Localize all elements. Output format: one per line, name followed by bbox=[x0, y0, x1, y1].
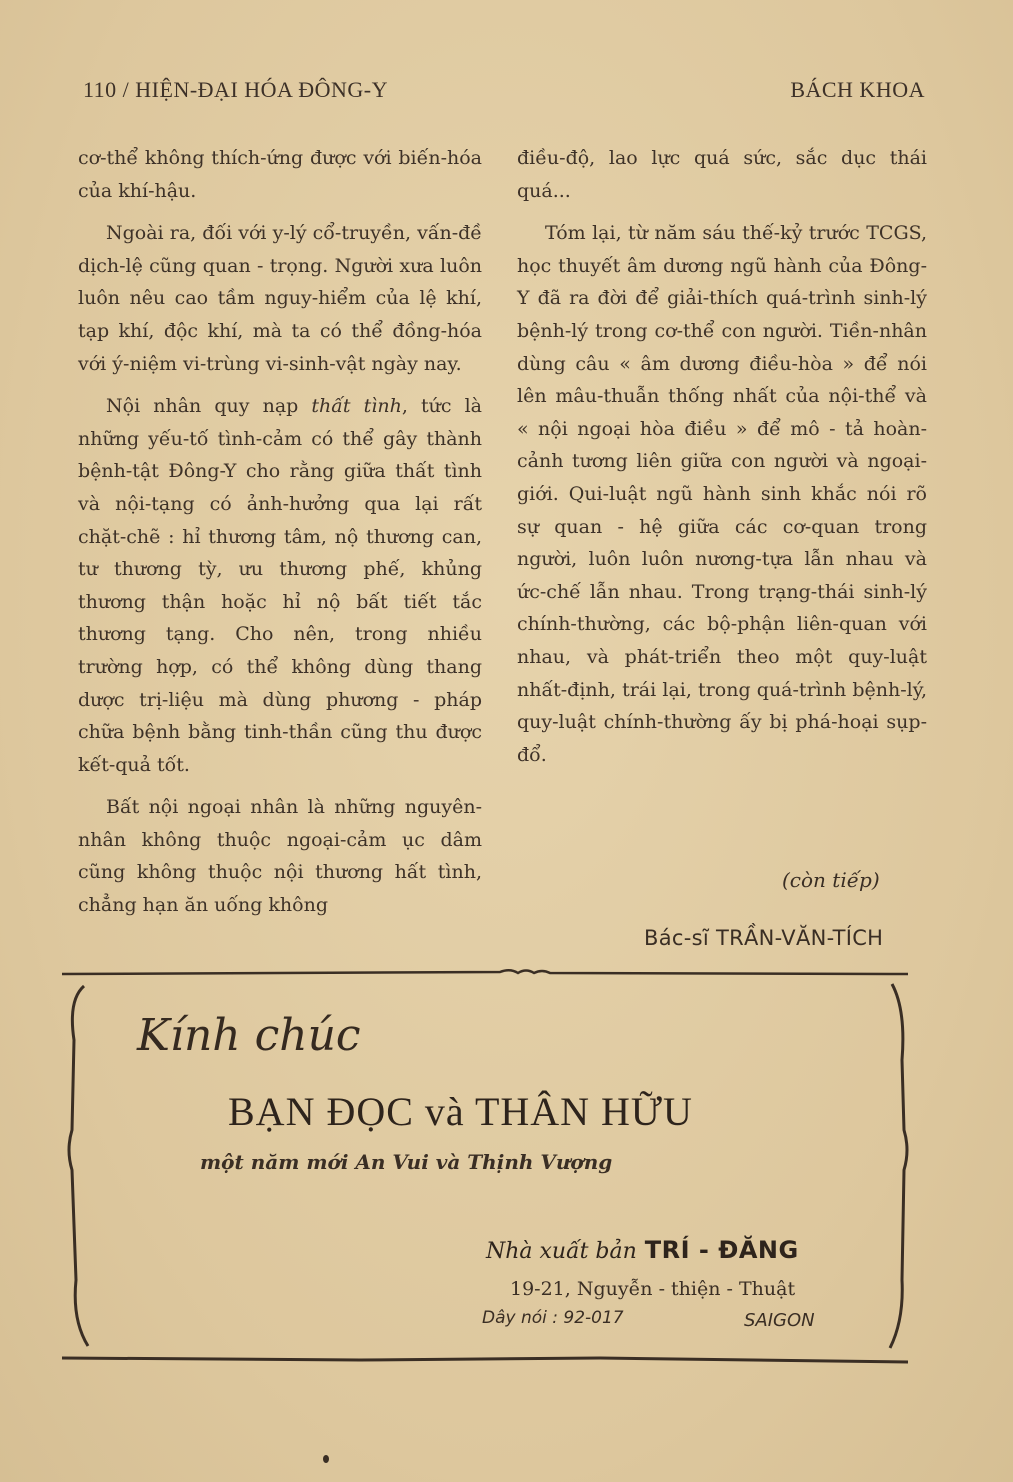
paragraph: Nội nhân quy nạp thất tình, tức là những yếu-tố tình-cảm có thể gây thành bệnh-tật Đông-Y cho rằng giữa thất tình và nội-tạng có ảnh-hưởng qua lại rất chặt-chẽ : hỉ thương tâm, nộ thương can, tư thương tỳ, ưu thương phế, khủng thương thận hoặc hỉ nộ bất tiết tắc thương tạng. Cho nên, trong nhiều trường hợp, có thể không dùng thang dược trị-liệu mà dùng phương - pháp chữa bệnh bằng tinh-thần cũng thu được kết-quả tốt. bbox=[78, 395, 482, 776]
paragraph: điều-độ, lao lực quá sức, sắc dục thái quá... bbox=[517, 147, 927, 202]
left-column bbox=[78, 142, 482, 922]
advertisement-box bbox=[62, 980, 914, 1352]
publisher-city: SAIGON bbox=[744, 1310, 815, 1331]
publisher-line bbox=[486, 1236, 799, 1264]
left-bracket bbox=[62, 980, 92, 1352]
running-header bbox=[83, 72, 925, 108]
ad-subline: một năm mới An Vui và Thịnh Vượng bbox=[200, 1150, 613, 1174]
author-signature: Bác-sĩ TRẦN-VĂN-TÍCH bbox=[644, 926, 884, 950]
emphasis: thất tình bbox=[311, 395, 402, 418]
publisher-address: 19-21, Nguyễn - thiện - Thuật bbox=[510, 1278, 796, 1300]
greeting-script: Kính chúc bbox=[137, 1010, 361, 1061]
paragraph: Bất nội ngoại nhân là những nguyên-nhân không thuộc ngoại-cảm ục dâm cũng không thuộc nội thương hất tình, chẳng hạn ăn uống không bbox=[78, 796, 482, 917]
page-mark bbox=[323, 1455, 329, 1463]
publisher-phone: Dây nói : 92-017 bbox=[482, 1308, 624, 1328]
decorative-rule-bottom bbox=[60, 1350, 912, 1370]
header-magazine-name: BÁCH KHOA bbox=[790, 77, 925, 102]
publisher-label: Nhà xuất bản bbox=[486, 1239, 637, 1264]
right-column bbox=[517, 142, 927, 771]
publisher-name: TRÍ - ĐĂNG bbox=[644, 1236, 799, 1264]
header-page-title: 110 / HIỆN-ĐẠI HÓA ĐÔNG-Y bbox=[83, 77, 388, 102]
paragraph: cơ-thể không thích-ứng được với biến-hóa của khí-hậu. bbox=[78, 147, 482, 202]
continued-note: (còn tiếp) bbox=[782, 868, 880, 892]
paragraph: Tóm lại, từ năm sáu thế-kỷ trước TCGS, học thuyết âm dương ngũ hành của Đông-Y đã ra đời để giải-thích quá-trình sinh-lý bệnh-lý trong cơ-thể con người. Tiền-nhân dùng câu « âm dương điều-hòa » để nói lên mâu-thuẫn thống nhất của nội-thể và « nội ngoại hòa điều » để mô - tả hoàn-cảnh tương liên giữa con người và ngoại-giới. Qui-luật ngũ hành sinh khắc nói rõ sự quan - hệ giữa các cơ-quan trong người, luôn luôn nương-tựa lẫn nhau và ức-chế lẫn nhau. Trong trạng-thái sinh-lý chính-thường, các bộ-phận liên-quan với nhau, và phát-triển theo một quy-luật nhất-định, trái lại, trong quá-trình bệnh-lý, quy-luật chính-thường ấy bị phá-hoại sụp-đổ. bbox=[517, 222, 927, 766]
ad-headline: BẠN ĐỌC và THÂN HỮU bbox=[228, 1089, 693, 1134]
paragraph: Ngoài ra, đối với y-lý cổ-truyền, vấn-đề dịch-lệ cũng quan - trọng. Người xưa luôn luôn nêu cao tầm nguy-hiểm của lệ khí, tạp khí, độc khí, mà ta có thể đồng-hóa với ý-niệm vi-trùng vi-sinh-vật ngày nay. bbox=[78, 222, 482, 375]
right-bracket bbox=[884, 980, 914, 1352]
